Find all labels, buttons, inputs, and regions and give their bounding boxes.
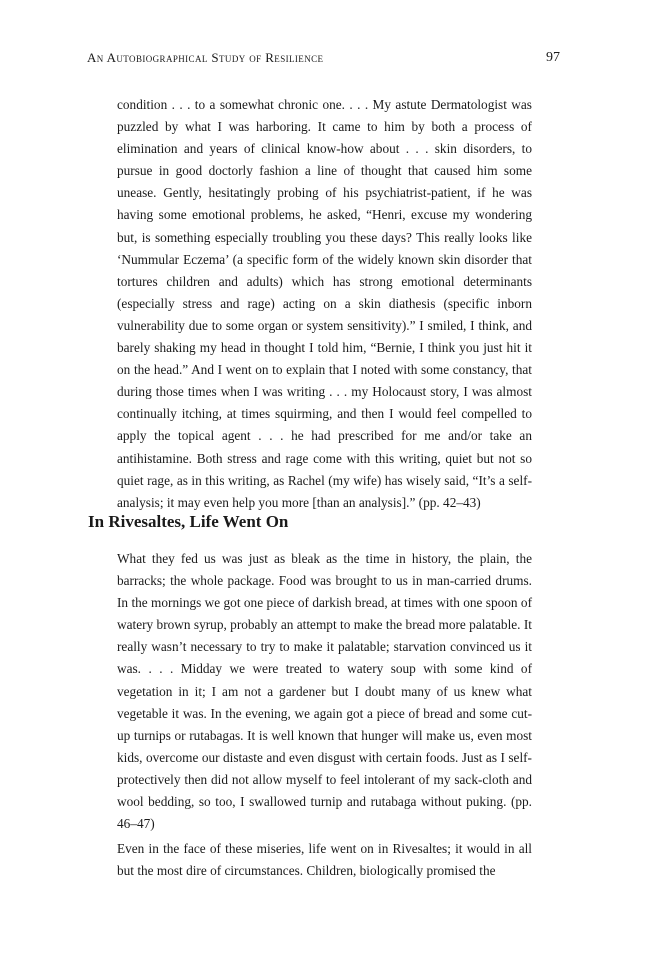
block-quote-dermatologist: condition . . . to a somewhat chronic one. . . . My astute Dermatologist was puzzled by what I was harboring. It came to him by both a process of elimination and years of clinical know-how about . . . skin disorders, to pursue in good doctorly fashion a line of thought that caused him some unease. Gently, hesitatingly probing of his psychiatrist-patient, if he was having some emotional problems, he asked, “Henri, excuse my wondering but, is something especially troubling you these days? This really looks like ‘Nummular Eczema’ (a specific form of the widely known skin disorder that tortures children and adults) which has strong emotional determinants (especially stress and rage) acting on a skin diathesis (specific inborn vulnerability due to some organ or system sensitivity).” I smiled, I think, and barely shaking my head in thought I told him, “Bernie, I think you just hit it on the head.” And I went on to explain that I noted with some constancy, that during those times when I was writing . . . my Holocaust story, I was almost continually itching, at times squirming, and then I would feel compelled to apply the topical agent . . . he had prescribed for me and/or take an antihistamine. Both stress and rage come with this writing, quiet but not so quiet rage, as in this writing, as Rachel (my wife) has wisely said, “It’s a self-analysis; it may even help you more [than an analysis].” (pp. 42–43) — [117, 97, 532, 510]
block-quote-food: What they fed us was just as bleak as the time in history, the plain, the barracks; the whole package. Food was brought to us in man-carried drums. In the mornings we got one piece of darkish bread, at times with one spoon of watery brown syrup, probably an attempt to make the bread more palatable. It really wasn’t necessary to try to make it palatable; starvation convinced us it was. . . . Midday we were treated to watery soup with some kind of vegetation in it; I am not a gardener but I doubt many of us knew what vegetable it was. In the evening, we again got a piece of bread and some cut-up turnips or rutabagas. It is well known that hunger will make us, even most kids, overcome our distaste and even disgust with certain foods. Just as I self-protectively then did not allow myself to feel intolerant of my sack-cloth and wool bedding, so too, I swallowed turnip and rutabaga without puking. (pp. 46–47) — [117, 551, 532, 832]
body-paragraph: Even in the face of these miseries, life went on in Rivesaltes; it would in all but the most dire of circumstances. Children, biologically promised the — [117, 841, 532, 879]
page-number: 97 — [546, 50, 560, 65]
section-heading: In Rivesaltes, Life Went On — [88, 512, 289, 531]
running-head: An Autobiographical Study of Resilience — [87, 50, 324, 65]
page-header — [87, 50, 560, 70]
